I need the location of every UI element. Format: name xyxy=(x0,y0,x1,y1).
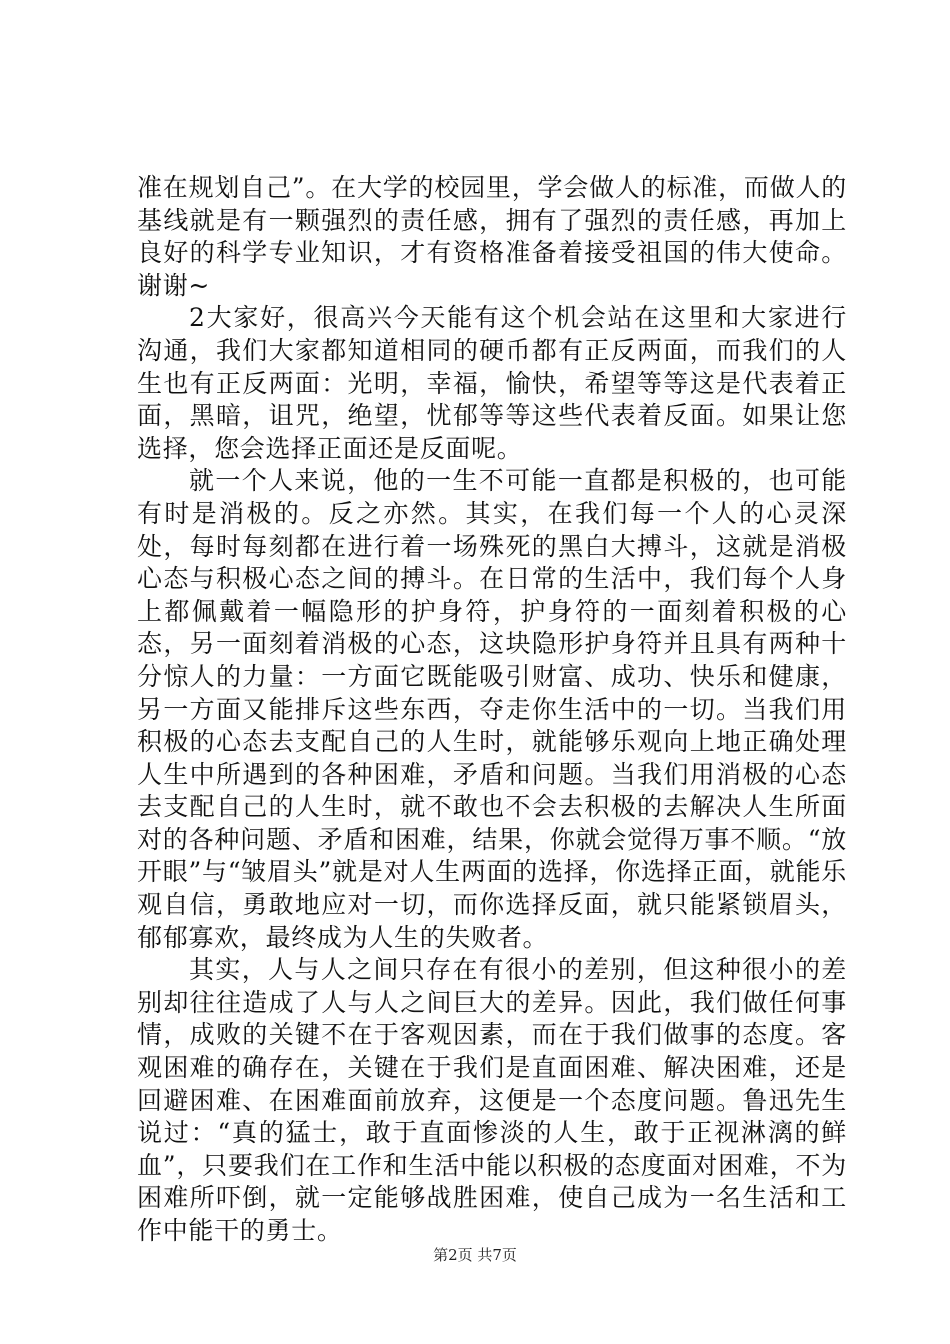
paragraph-attitude: 其实，人与人之间只存在有很小的差别，但这种很小的差别却往往造成了人与人之间巨大的差异。因此，我们做任何事情，成败的关键不在于客观因素，而在于我们做事的态度。客观困难的确存在，关键在于我们是直面困难、解决困难，还是回避困难、在困难面前放弃，这便是一个态度问题。鲁迅先生说过：“真的猛士，敢于直面惨淡的人生，敢于正视淋漓的鲜血”，只要我们在工作和生活中能以积极的态度面对困难，不为困难所吓倒，就一定能够战胜困难，使自己成为一名生活和工作中能干的勇士。 xyxy=(137,955,847,1245)
paragraph-continuation: 准在规划自己”。在大学的校园里，学会做人的标准，而做人的基线就是有一颗强烈的责任感，拥有了强烈的责任感，再加上良好的科学专业知识，才有资格准备着接受祖国的伟大使命。谢谢~ xyxy=(137,173,847,300)
document-body xyxy=(137,172,847,1248)
page-number-footer: 第2页 共7页 xyxy=(433,1246,517,1264)
paragraph-intro: 2大家好，很高兴今天能有这个机会站在这里和大家进行沟通，我们大家都知道相同的硬币都有正反两面，而我们的人生也有正反两面：光明，幸福，愉快，希望等等这是代表着正面，黑暗，诅咒，绝望，忧郁等等这些代表着反面。如果让您选择，您会选择正面还是反面呢。 xyxy=(137,303,847,463)
paragraph-mindset: 就一个人来说，他的一生不可能一直都是积极的，也可能有时是消极的。反之亦然。其实，在我们每一个人的心灵深处，每时每刻都在进行着一场殊死的黑白大搏斗，这就是消极心态与积极心态之间的搏斗。在日常的生活中，我们每个人身上都佩戴着一幅隐形的护身符，护身符的一面刻着积极的心态，另一面刻着消极的心态，这块隐形护身符并且具有两种十分惊人的力量：一方面它既能吸引财富、成功、快乐和健康，另一方面又能排斥这些东西，夺走你生活中的一切。当我们用积极的心态去支配自己的人生时，就能够乐观向上地正确处理人生中所遇到的各种困难，矛盾和问题。当我们用消极的心态去支配自己的人生时，就不敢也不会去积极的去解决人生所面对的各种问题、矛盾和困难，结果，你就会觉得万事不顺。“放开眼”与“皱眉头”就是对人生两面的选择，你选择正面，就能乐观自信，勇敢地应对一切，而你选择反面，就只能紧锁眉头，郁郁寡欢，最终成为人生的失败者。 xyxy=(137,466,847,952)
